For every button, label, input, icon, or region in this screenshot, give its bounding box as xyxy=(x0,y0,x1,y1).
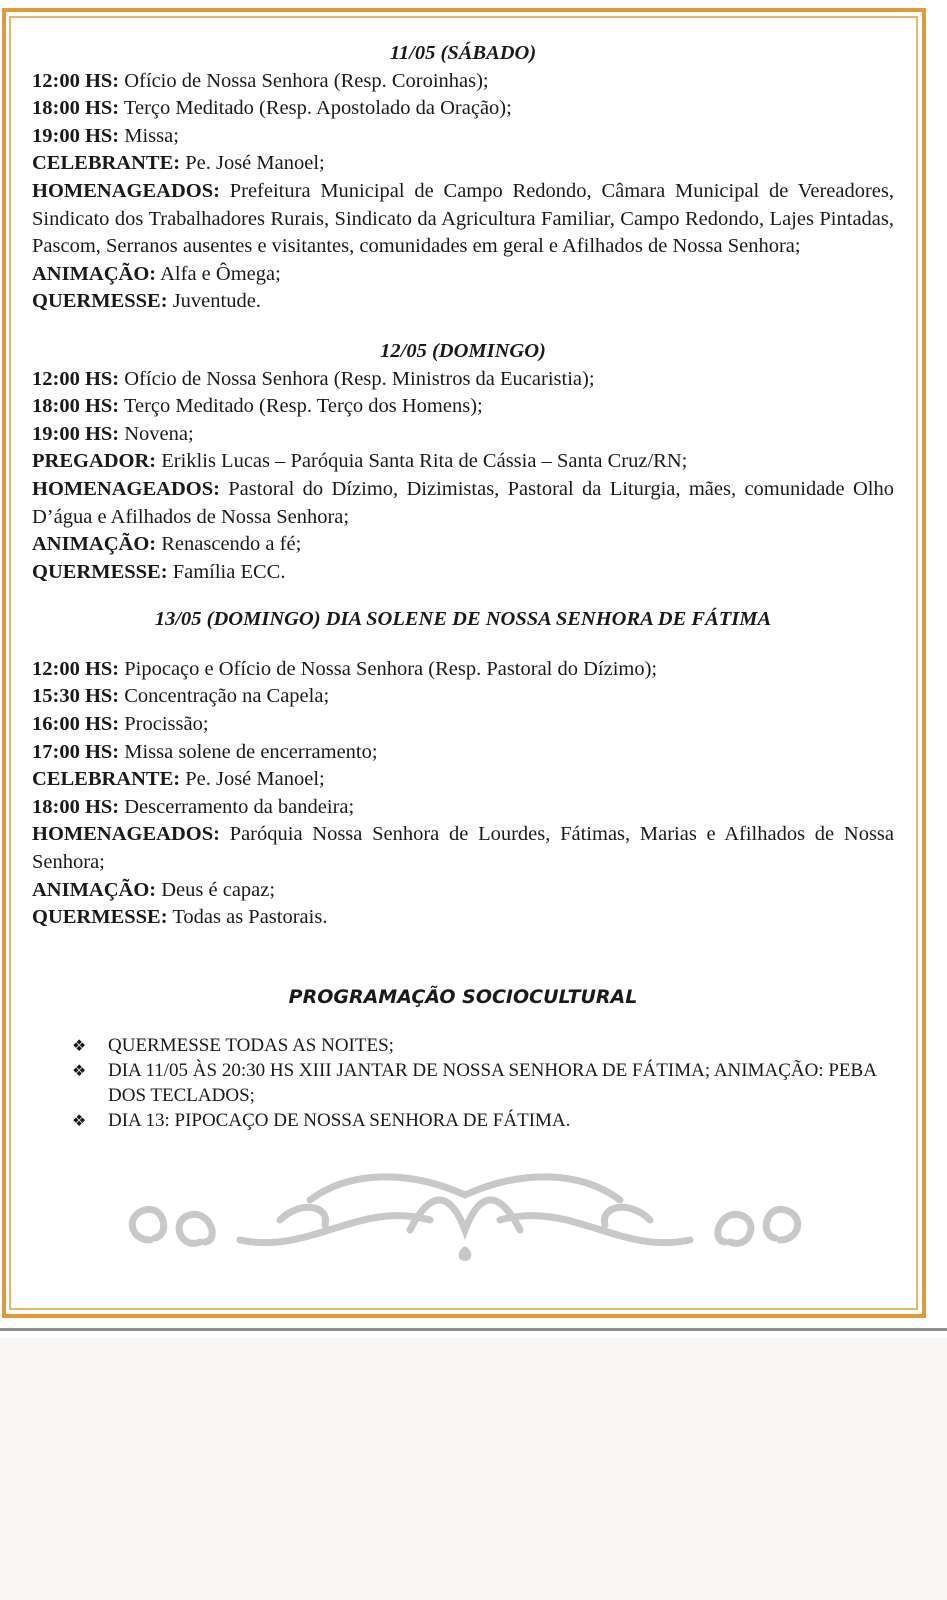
line-text: Deus é capaz; xyxy=(156,878,276,901)
schedule-line xyxy=(32,476,894,531)
diamond-bullet-icon: ❖ xyxy=(72,1111,87,1131)
day-heading: 13/05 (DOMINGO) DIA SOLENE DE NOSSA SENHORA DE FÁTIMA xyxy=(154,608,772,631)
schedule-line xyxy=(32,531,894,559)
line-key: CELEBRANTE: xyxy=(32,152,181,175)
program-content xyxy=(32,40,894,1133)
line-key: 19:00 HS: xyxy=(32,124,120,147)
line-text: Família ECC. xyxy=(167,560,286,583)
day-heading: 12/05 (DOMINGO) xyxy=(380,339,546,362)
line-text: Descerramento da bandeira; xyxy=(119,795,355,818)
day-saturday-section xyxy=(32,40,894,316)
section-spacer xyxy=(32,932,894,984)
line-key: ANIMAÇÃO: xyxy=(32,262,157,285)
list-item-text: DIA 11/05 ÀS 20:30 HS XIII JANTAR DE NOSSA SENHORA DE FÁTIMA; ANIMAÇÃO: PEBA DOS TECLADOS; xyxy=(108,1060,876,1107)
line-text: Terço Meditado (Resp. Apostolado da Oração); xyxy=(119,97,512,120)
section-spacer xyxy=(32,586,894,606)
line-text: Missa solene de encerramento; xyxy=(119,740,378,763)
line-text: Pe. José Manoel; xyxy=(180,768,325,791)
sociocultural-section xyxy=(32,984,894,1134)
line-key: CELEBRANTE: xyxy=(32,768,181,791)
schedule-line xyxy=(32,178,894,261)
day-solemn-section xyxy=(32,606,894,932)
list-item-text: DIA 13: PIPOCAÇO DE NOSSA SENHORA DE FÁTIMA. xyxy=(108,1110,571,1132)
line-key: ANIMAÇÃO: xyxy=(32,878,157,901)
line-key: 18:00 HS: xyxy=(32,395,120,418)
schedule-line xyxy=(32,95,894,123)
line-text: Concentração na Capela; xyxy=(119,685,330,708)
schedule-line xyxy=(32,366,894,394)
line-key: 19:00 HS: xyxy=(32,422,120,445)
schedule-line xyxy=(32,288,894,316)
line-text: Procissão; xyxy=(119,713,209,736)
line-key: 12:00 HS: xyxy=(32,69,120,92)
schedule-line xyxy=(32,448,894,476)
section-spacer xyxy=(32,316,894,338)
line-key: 12:00 HS: xyxy=(32,367,120,390)
diamond-bullet-icon: ❖ xyxy=(72,1036,87,1056)
line-key: 18:00 HS: xyxy=(32,795,120,818)
line-key: 16:00 HS: xyxy=(32,713,120,736)
schedule-line xyxy=(32,794,894,822)
line-text: Eriklis Lucas – Paróquia Santa Rita de Cássia – Santa Cruz/RN; xyxy=(156,450,688,473)
schedule-line xyxy=(32,123,894,151)
decorative-scroll-ornament xyxy=(110,1160,820,1270)
line-key: HOMENAGEADOS: xyxy=(32,477,220,500)
sociocultural-list xyxy=(32,1033,894,1133)
schedule-line xyxy=(32,739,894,767)
line-key: 12:00 HS: xyxy=(32,657,120,680)
schedule-line xyxy=(32,877,894,905)
line-key: PREGADOR: xyxy=(32,450,157,473)
sheet-bottom-edge xyxy=(0,1328,947,1331)
line-text: Prefeitura Municipal de Campo Redondo, Câmara Municipal de Vereadores, Sindicato dos Trabalhadores Rurais, Sindicato da Agricultura Familiar, Campo Redondo, Lajes Pintadas, Pascom, Serranos ausentes e visitantes, comunidades em geral e Afilhados de Nossa Senhora; xyxy=(32,179,894,258)
line-key: QUERMESSE: xyxy=(32,906,168,929)
schedule-line xyxy=(32,656,894,684)
line-text: Novena; xyxy=(119,422,194,445)
schedule-line xyxy=(32,766,894,794)
day-heading: 11/05 (SÁBADO) xyxy=(389,42,537,64)
line-key: QUERMESSE: xyxy=(32,290,168,313)
schedule-line xyxy=(32,393,894,421)
list-item xyxy=(72,1108,894,1133)
list-item xyxy=(72,1033,894,1058)
line-key: HOMENAGEADOS: xyxy=(32,823,220,846)
line-text: Ofício de Nossa Senhora (Resp. Ministros da Eucaristia); xyxy=(119,367,595,390)
heading-spacer xyxy=(32,634,894,656)
schedule-line xyxy=(32,559,894,587)
line-text: Paróquia Nossa Senhora de Lourdes, Fátimas, Marias e Afilhados de Nossa Senhora; xyxy=(32,823,894,874)
diamond-bullet-icon: ❖ xyxy=(72,1061,87,1081)
line-key: 17:00 HS: xyxy=(32,740,120,763)
line-text: Missa; xyxy=(119,124,179,147)
line-text: Todas as Pastorais. xyxy=(167,906,328,929)
line-text: Pastoral do Dízimo, Dizimistas, Pastoral da Liturgia, mães, comunidade Olho D’água e Afilhados de Nossa Senhora; xyxy=(32,477,894,528)
schedule-line xyxy=(32,421,894,449)
line-key: 15:30 HS: xyxy=(32,685,120,708)
line-text: Renascendo a fé; xyxy=(156,533,302,556)
schedule-line xyxy=(32,904,894,932)
schedule-line xyxy=(32,821,894,876)
schedule-line xyxy=(32,68,894,96)
line-text: Alfa e Ômega; xyxy=(156,262,281,285)
schedule-line xyxy=(32,711,894,739)
schedule-line xyxy=(32,683,894,711)
list-item-text: QUERMESSE TODAS AS NOITES; xyxy=(108,1035,394,1057)
list-item xyxy=(72,1058,894,1108)
line-text: Pipocaço e Ofício de Nossa Senhora (Resp. Pastoral do Dízimo); xyxy=(119,657,658,680)
line-text: Terço Meditado (Resp. Terço dos Homens); xyxy=(119,395,483,418)
schedule-line xyxy=(32,150,894,178)
line-text: Juventude. xyxy=(167,290,261,313)
line-key: 18:00 HS: xyxy=(32,97,120,120)
line-text: Pe. José Manoel; xyxy=(180,152,325,175)
day-sunday-section xyxy=(32,338,894,586)
schedule-line xyxy=(32,261,894,289)
line-text: Ofício de Nossa Senhora (Resp. Coroinhas); xyxy=(119,69,489,92)
line-key: QUERMESSE: xyxy=(32,560,168,583)
line-key: ANIMAÇÃO: xyxy=(32,533,157,556)
sociocultural-title: PROGRAMAÇÃO SOCIOCULTURAL xyxy=(288,985,638,1008)
line-key: HOMENAGEADOS: xyxy=(32,179,220,202)
